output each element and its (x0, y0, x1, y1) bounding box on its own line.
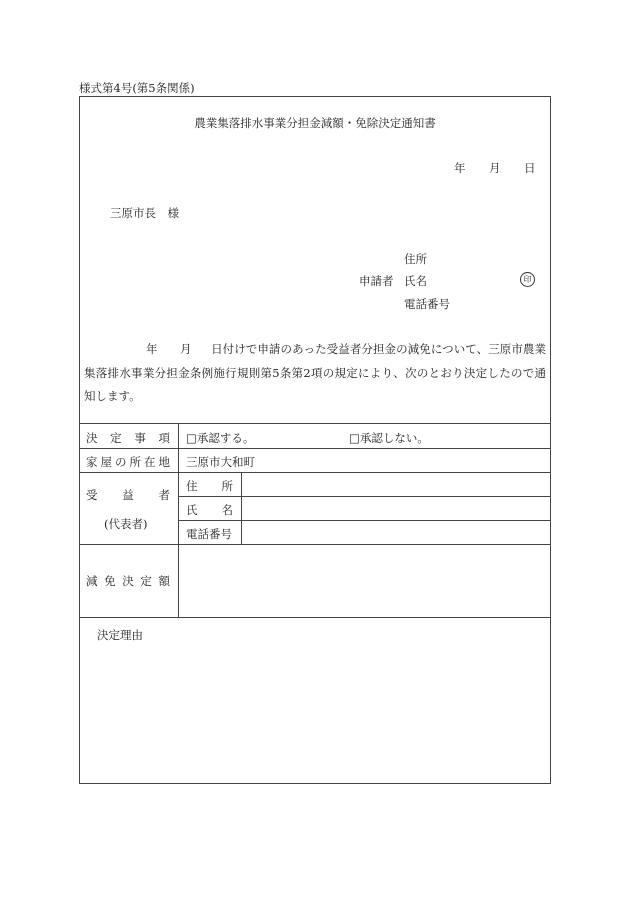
beneficiary-name-label: 氏 名 (186, 503, 233, 517)
beneficiary-address-field[interactable] (242, 473, 550, 495)
date-year-label: 年 (454, 161, 466, 175)
beneficiary-label: 受 益 者 (86, 488, 170, 502)
applicant-label: 申請者 (359, 274, 394, 288)
beneficiary-name-field[interactable] (242, 497, 550, 519)
approve-checkbox[interactable]: □承認する。 (186, 431, 255, 445)
reduction-amount-label: 減 免 決 定 額 (86, 574, 170, 588)
beneficiary-phone-field[interactable] (242, 521, 550, 543)
reject-checkbox[interactable]: □承認しない。 (349, 431, 429, 445)
body-month-label: 月 (180, 342, 192, 356)
addressee: 三原市長 様 (110, 206, 179, 220)
beneficiary-address-label: 住 所 (186, 479, 233, 493)
notice-body-text: 日付けで申請のあった受益者分担金の減免について、三原市農業集落排水事業分担金条例施行規則第5条第2項の規定により、次のとおり決定したので通知します。 (84, 342, 546, 403)
reduction-amount-field[interactable] (180, 546, 550, 616)
row-line-5 (79, 544, 551, 545)
beneficiary-phone-label: 電話番号 (186, 527, 232, 541)
body-year-label: 年 (146, 342, 158, 356)
applicant-name-label: 氏名 (404, 274, 427, 288)
date-day-label: 日 (524, 161, 536, 175)
label-column-divider (178, 423, 179, 617)
applicant-address-label: 住所 (404, 252, 427, 266)
table-top-line (79, 423, 551, 424)
date-month-label: 月 (489, 161, 501, 175)
row-line-1 (79, 448, 551, 449)
decision-label: 決 定 事 項 (86, 431, 170, 445)
representative-label: (代表者) (104, 517, 148, 531)
form-number: 様式第4号(第5条関係) (79, 81, 195, 95)
decision-reason-field[interactable] (80, 645, 550, 781)
document-title: 農業集落排水事業分担金減額・免除決定通知書 (194, 116, 436, 130)
applicant-phone-label: 電話番号 (404, 297, 450, 311)
notice-body (84, 338, 546, 409)
house-location-label: 家 屋 の 所 在 地 (86, 455, 170, 469)
seal-mark: 印 (520, 272, 535, 287)
house-location-value: 三原市大和町 (186, 455, 255, 469)
row-line-6 (79, 617, 551, 618)
decision-reason-label: 決定理由 (97, 628, 143, 642)
